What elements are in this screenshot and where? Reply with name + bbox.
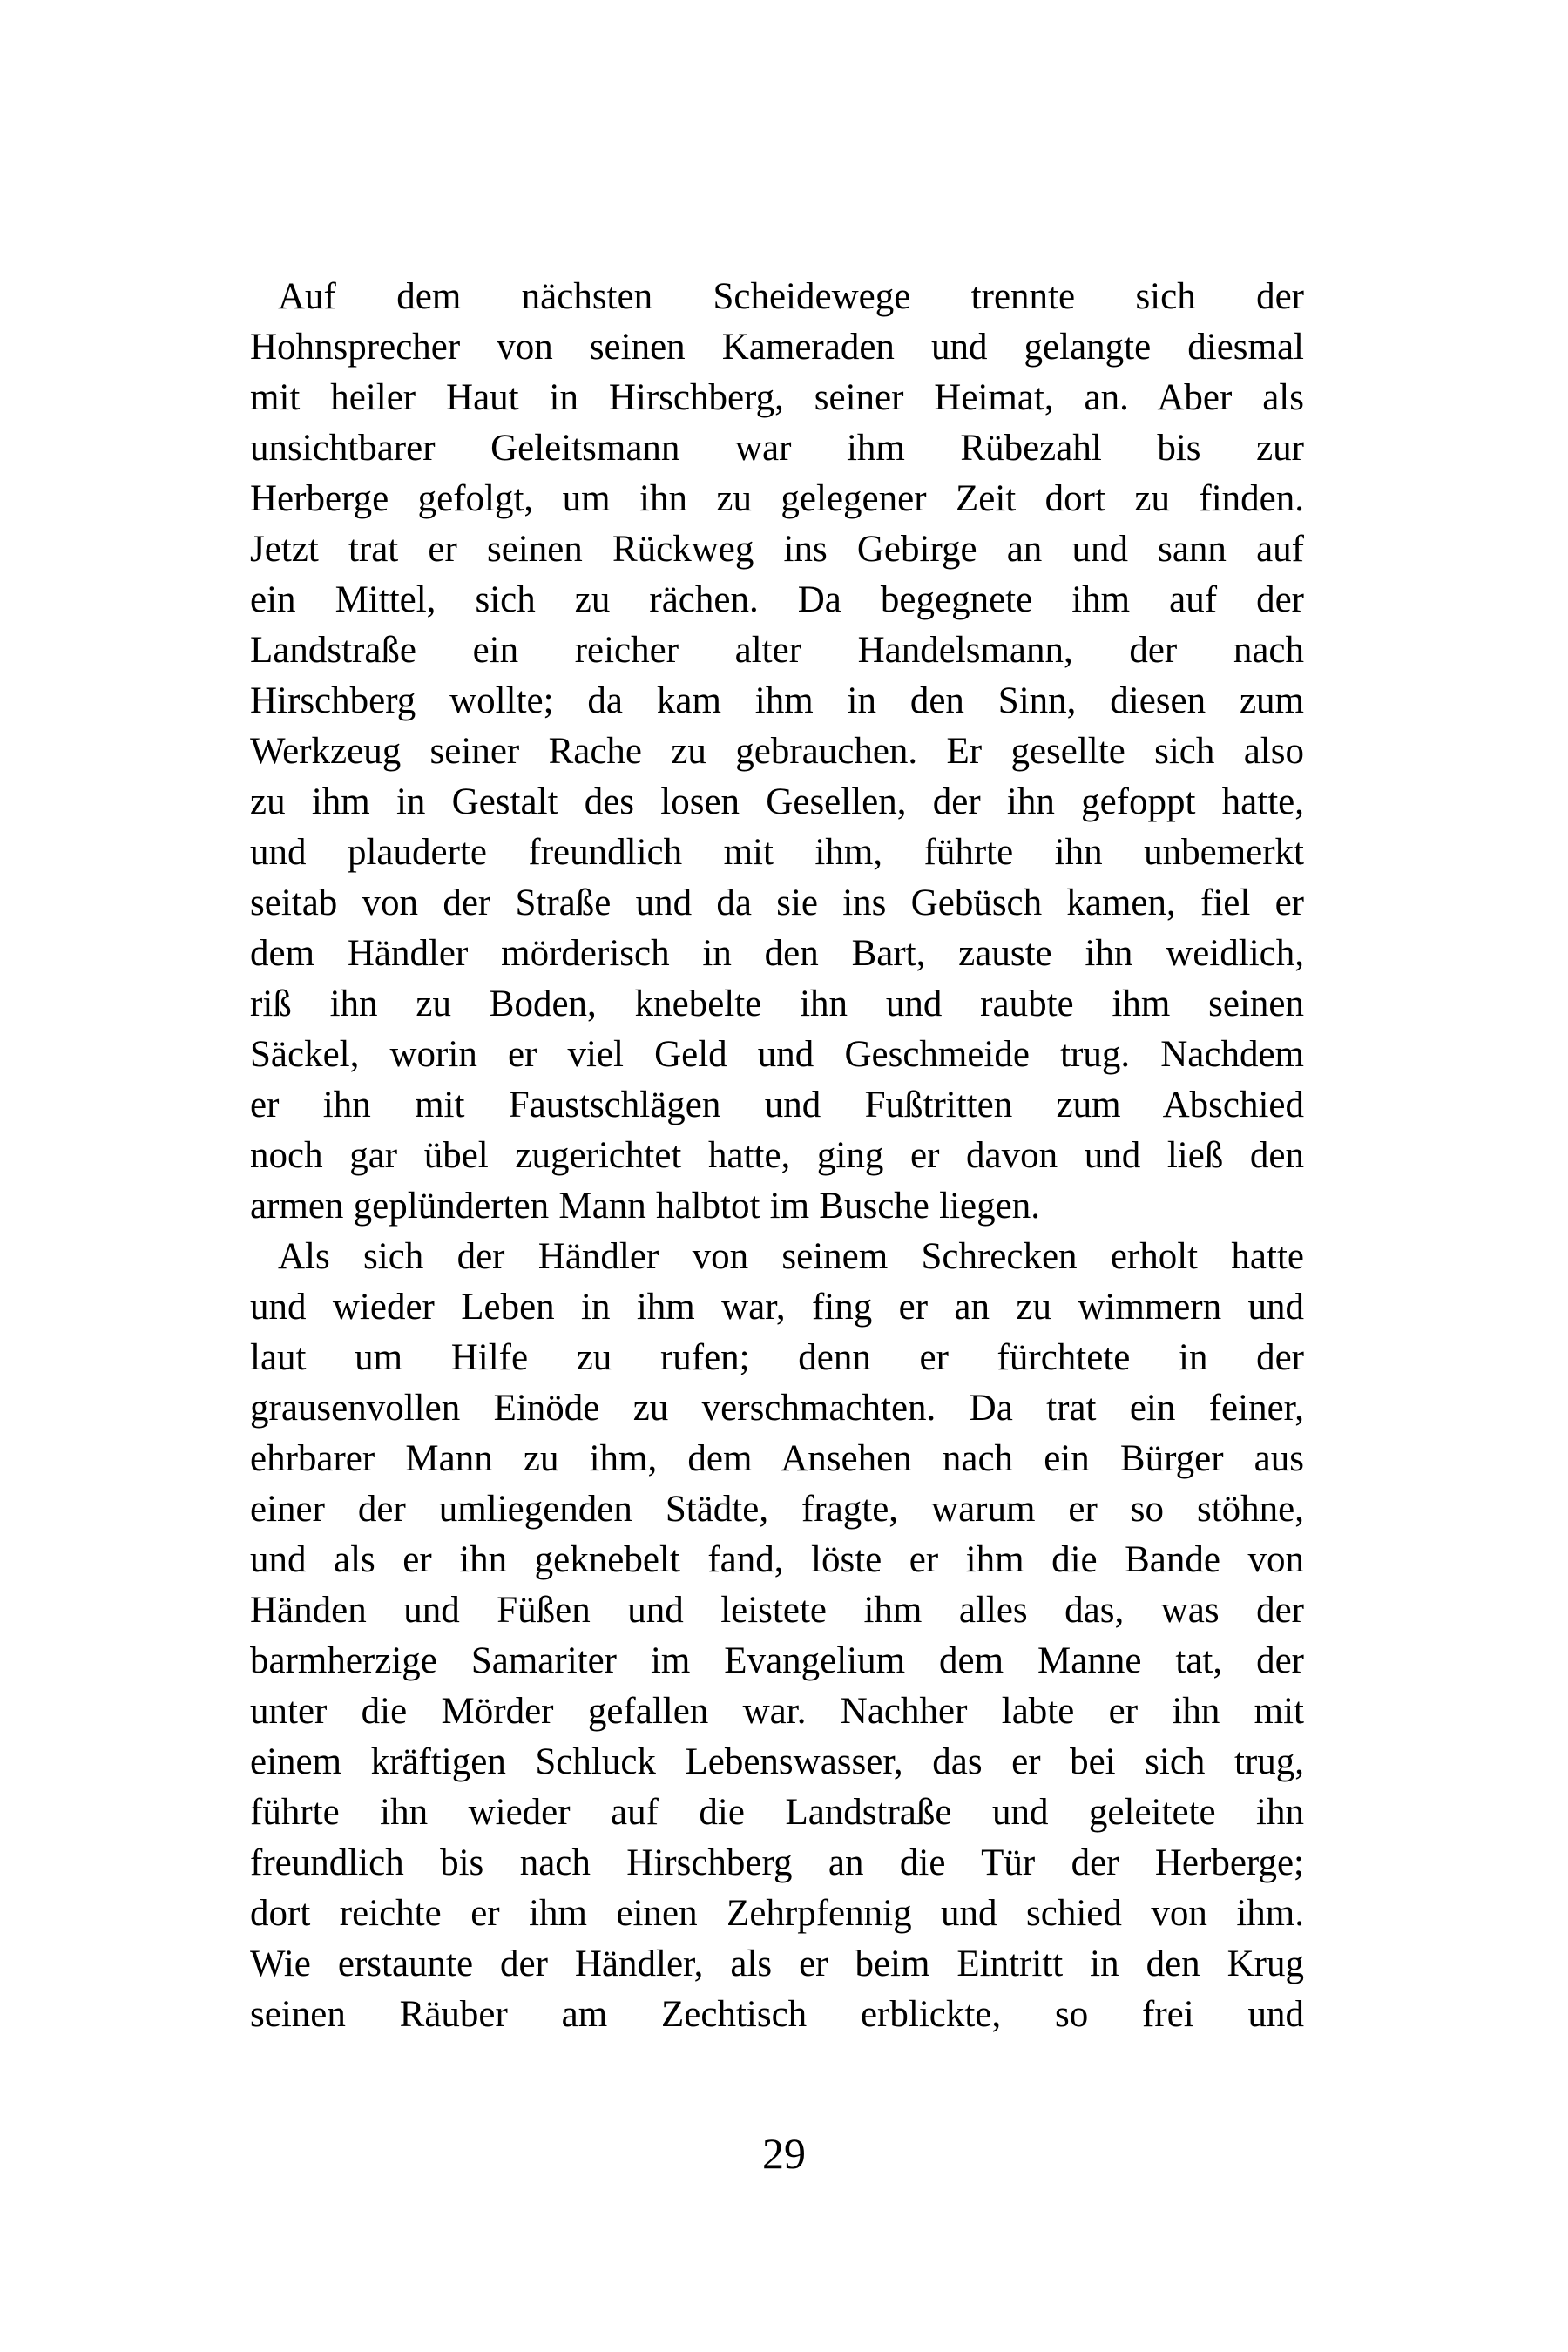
page-number: 29 xyxy=(762,2129,806,2178)
text-block xyxy=(250,272,1304,2040)
text-line: grausenvollen Einöde zu verschmachten. Da trat ein feiner, xyxy=(250,1388,1304,1429)
text-line: Säckel, worin er viel Geld und Geschmeide trug. Nachdem xyxy=(250,1034,1304,1075)
text-line: noch gar übel zugerichtet hatte, ging er davon und ließ den xyxy=(250,1135,1304,1176)
text-line: ehrbarer Mann zu ihm, dem Ansehen nach ein Bürger aus xyxy=(250,1438,1304,1479)
text-line: und plauderte freundlich mit ihm, führte ihn unbemerkt xyxy=(250,832,1304,873)
text-line: Hohnsprecher von seinen Kameraden und gelangte diesmal xyxy=(250,327,1304,368)
text-line: barmherzige Samariter im Evangelium dem Manne tat, der xyxy=(250,1640,1304,1681)
text-line: Wie erstaunte der Händler, als er beim Eintritt in den Krug xyxy=(250,1943,1304,1984)
text-line: zu ihm in Gestalt des losen Gesellen, der ihn gefoppt hatte, xyxy=(250,781,1304,822)
text-line: Auf dem nächsten Scheidewege trennte sich der xyxy=(278,276,1304,317)
text-line: laut um Hilfe zu rufen; denn er fürchtete in der xyxy=(250,1337,1304,1378)
text-line: seinen Räuber am Zechtisch erblickte, so frei und xyxy=(250,1994,1304,2035)
text-line: Herberge gefolgt, um ihn zu gelegener Zeit dort zu finden. xyxy=(250,478,1304,519)
text-line: und wieder Leben in ihm war, fing er an zu wimmern und xyxy=(250,1287,1304,1328)
text-line: Als sich der Händler von seinem Schrecken erholt hatte xyxy=(278,1236,1304,1277)
text-line: Händen und Füßen und leistete ihm alles das, was der xyxy=(250,1590,1304,1631)
text-line: und als er ihn geknebelt fand, löste er ihm die Bande von xyxy=(250,1539,1304,1580)
text-line: mit heiler Haut in Hirschberg, seiner Heimat, an. Aber als xyxy=(250,377,1304,418)
text-line: einer der umliegenden Städte, fragte, warum er so stöhne, xyxy=(250,1489,1304,1530)
text-line: riß ihn zu Boden, knebelte ihn und raubte ihm seinen xyxy=(250,983,1304,1024)
text-line: Landstraße ein reicher alter Handelsmann, der nach xyxy=(250,630,1304,671)
text-line: unter die Mörder gefallen war. Nachher labte er ihn mit xyxy=(250,1691,1304,1732)
text-line: führte ihn wieder auf die Landstraße und geleitete ihn xyxy=(250,1792,1304,1833)
paragraph xyxy=(250,272,1304,1232)
text-line: Werkzeug seiner Rache zu gebrauchen. Er gesellte sich also xyxy=(250,731,1304,772)
text-line: dort reichte er ihm einen Zehrpfennig und schied von ihm. xyxy=(250,1893,1304,1934)
text-line: freundlich bis nach Hirschberg an die Tür der Herberge; xyxy=(250,1842,1304,1883)
text-line: er ihn mit Faustschlägen und Fußtritten zum Abschied xyxy=(250,1085,1304,1125)
text-line: Hirschberg wollte; da kam ihm in den Sinn, diesen zum xyxy=(250,680,1304,721)
text-line: seitab von der Straße und da sie ins Gebüsch kamen, fiel er xyxy=(250,882,1304,923)
text-line: armen geplünderten Mann halbtot im Busche liegen. xyxy=(250,1186,1040,1227)
text-line: einem kräftigen Schluck Lebenswasser, das er bei sich trug, xyxy=(250,1741,1304,1782)
text-line: unsichtbarer Geleitsmann war ihm Rübezahl bis zur xyxy=(250,428,1304,469)
text-line: dem Händler mörderisch in den Bart, zauste ihn weidlich, xyxy=(250,933,1304,974)
text-line: Jetzt trat er seinen Rückweg ins Gebirge an und sann auf xyxy=(250,529,1304,570)
text-line: ein Mittel, sich zu rächen. Da begegnete ihm auf der xyxy=(250,579,1304,620)
paragraph xyxy=(250,1232,1304,2040)
